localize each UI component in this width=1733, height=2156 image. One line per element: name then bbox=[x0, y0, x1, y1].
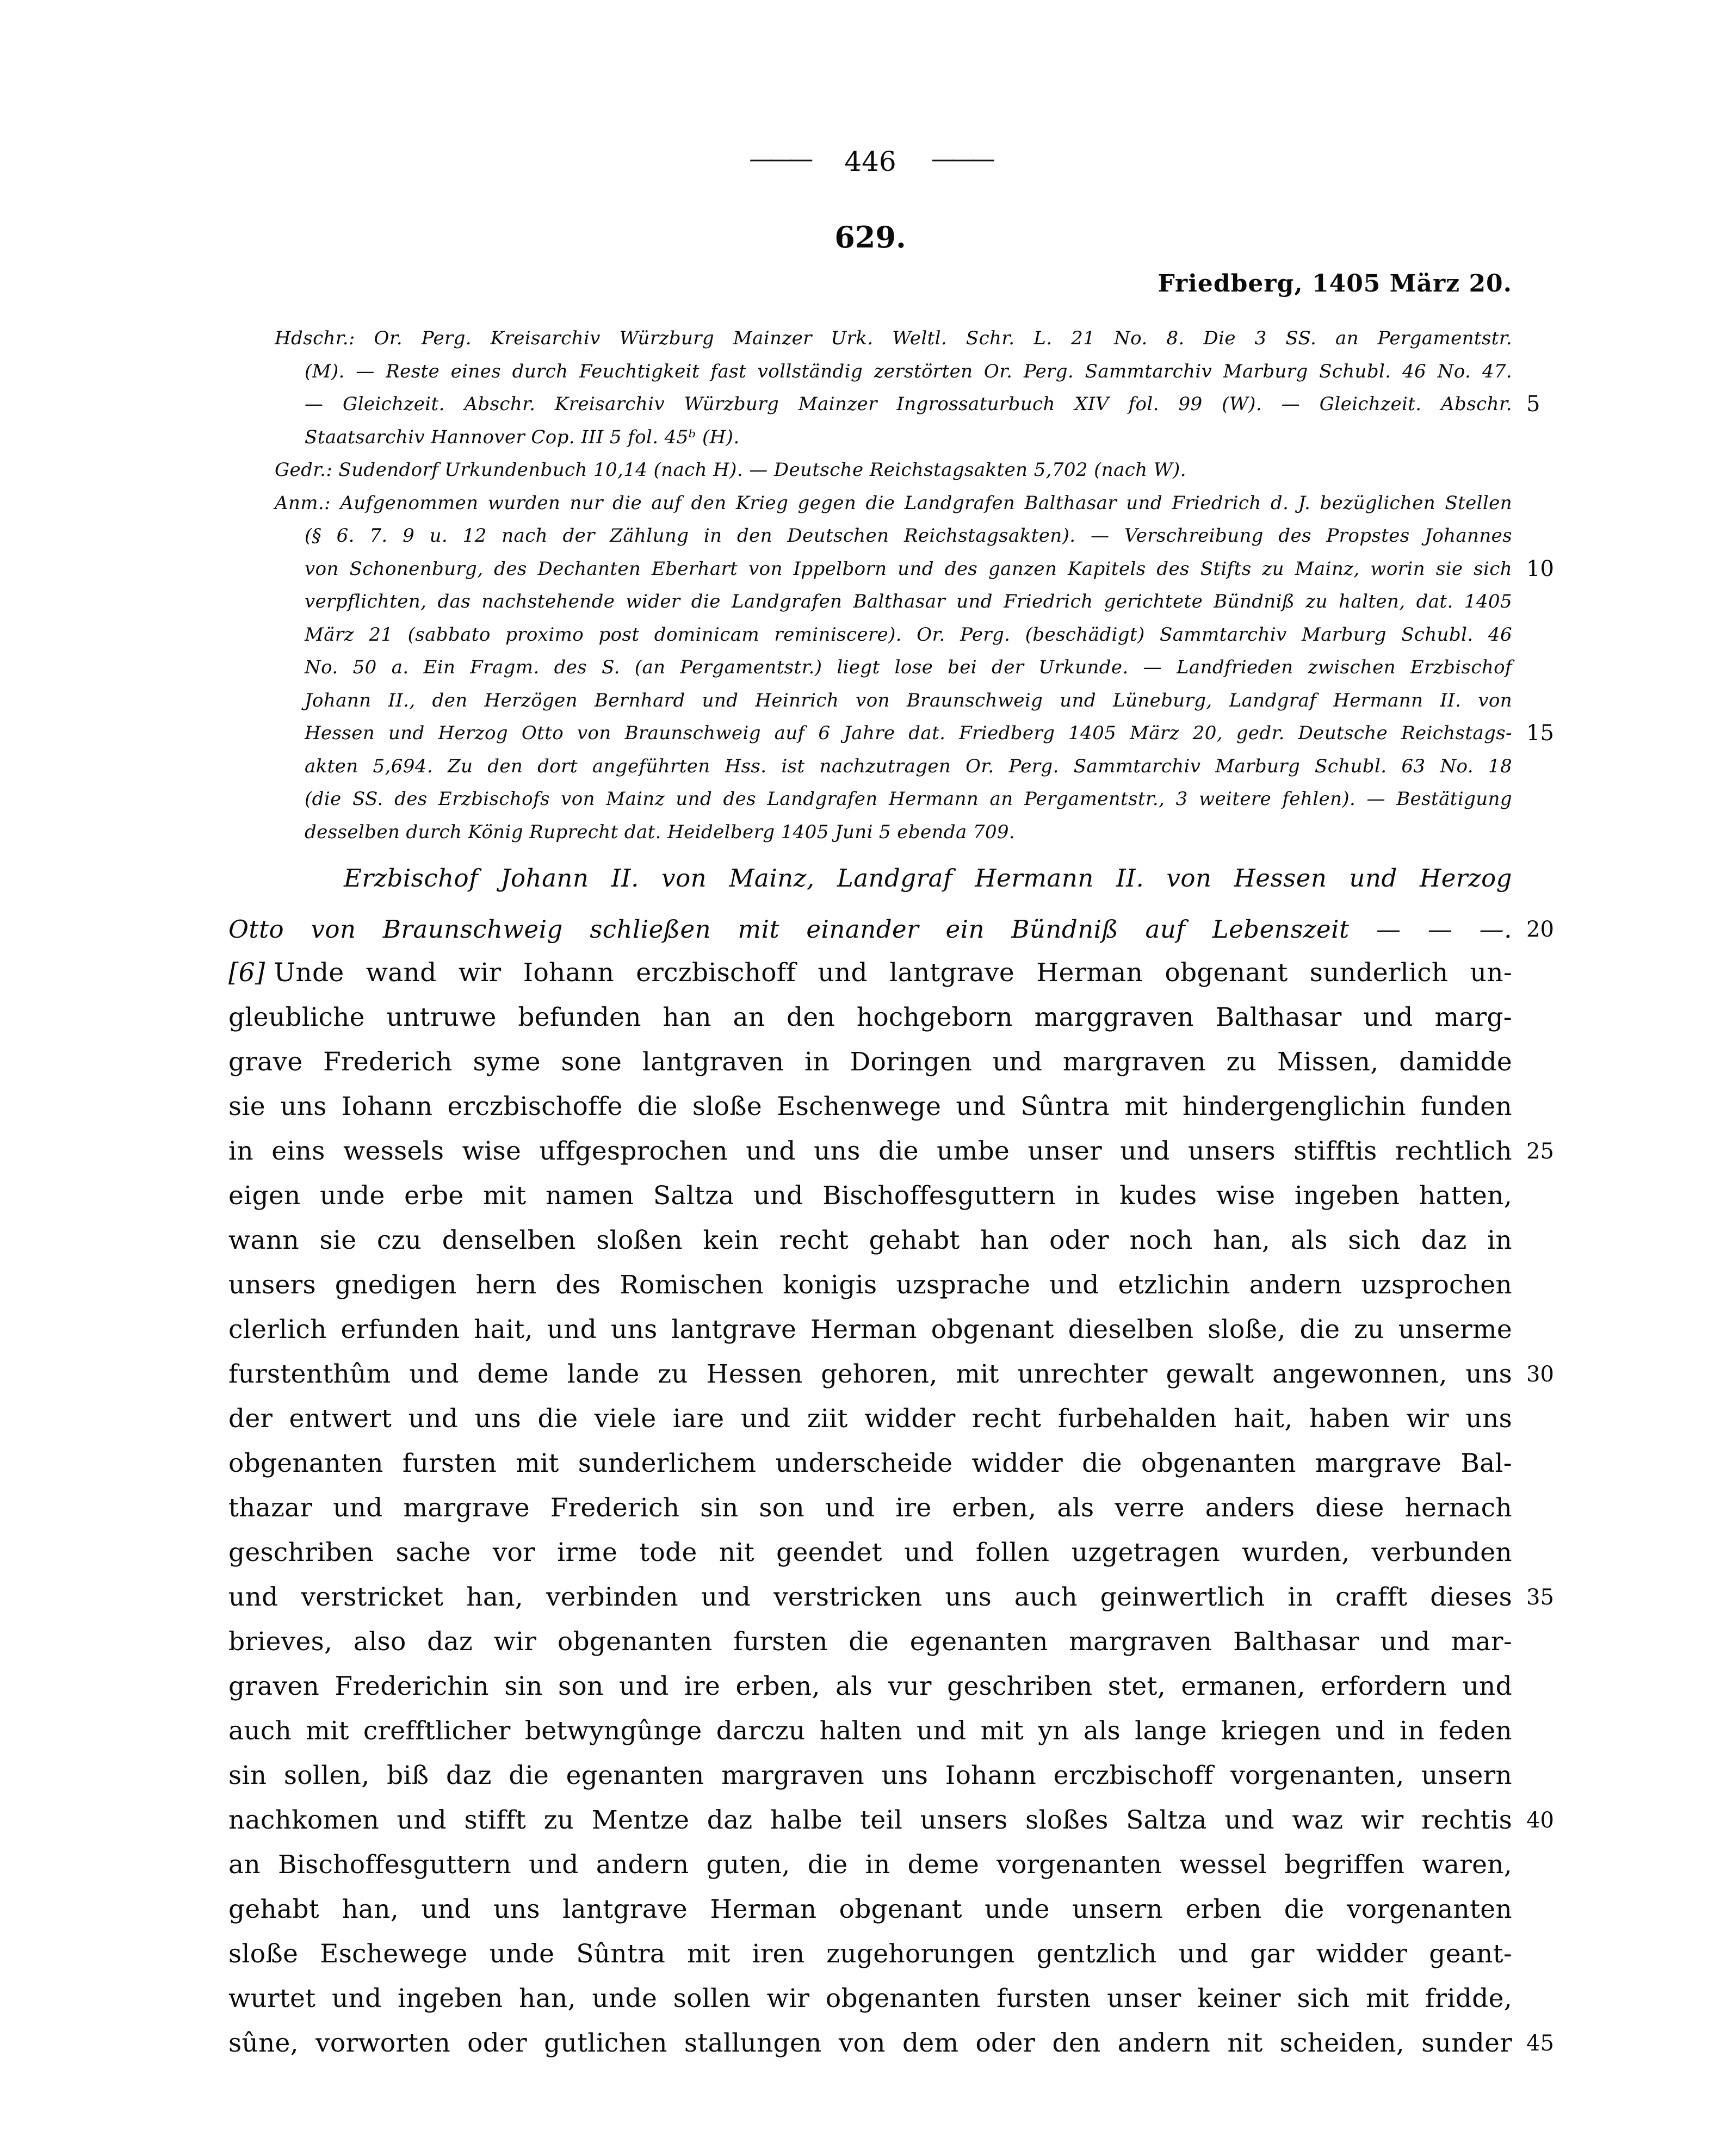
apparatus-line: März 21 (sabbato proximo post dominicam reminiscere). Or. Perg. (beschädigt) Sammtarchiv Marburg Schubl. 46 bbox=[305, 623, 1512, 646]
header-rule-right: ——— bbox=[931, 145, 992, 173]
text-line: in eins wessels wise uffgesprochen und uns die umbe unser und unsers stifftis rechtlich 25 bbox=[228, 1129, 1512, 1174]
text-line: thazar und margrave Frederich sin son und ire erben, als verre anders diese hernach bbox=[228, 1493, 1512, 1523]
text-line: clerlich erfunden hait, und uns lantgrave Herman obgenant dieselben sloße, die zu unserme bbox=[228, 1315, 1512, 1345]
apparatus-line: — Gleichzeit. Abschr. Kreisarchiv Würzburg Mainzer Ingrossaturbuch XIV fol. 99 (W). — Gleichzeit. Abschr. 5 bbox=[305, 388, 1512, 421]
summary-line: Erzbischof Johann II. von Mainz, Landgraf Hermann II. von Hessen und Herzog bbox=[344, 864, 1512, 893]
margin-line-number: 10 bbox=[1526, 556, 1554, 581]
margin-line-number: 15 bbox=[1526, 721, 1554, 746]
apparatus-line: von Schonenburg, des Dechanten Eberhart von Ippelborn und des ganzen Kapitels des Stifts zu Mainz, worin sie sich 10 bbox=[305, 553, 1512, 586]
page-header bbox=[228, 146, 1512, 177]
text-line: nachkomen und stifft zu Mentze daz halbe teil unsers sloßes Saltza und waz wir rechtis 40 bbox=[228, 1798, 1512, 1843]
dateline: Friedberg, 1405 März 20. bbox=[1158, 270, 1512, 298]
text-line: sloße Eschewege unde Sûntra mit iren zugehorungen gentzlich und gar widder geant- bbox=[228, 1939, 1512, 1969]
margin-line-number: 45 bbox=[1526, 2031, 1554, 2056]
apparatus-line: verpflichten, das nachstehende wider die Landgrafen Balthasar und Friedrich gerichtete Bündniß zu halten, dat. 1405 bbox=[305, 591, 1512, 612]
text-line: an Bischoffesguttern und andern guten, die in deme vorgenanten wessel begriffen waren, bbox=[228, 1850, 1512, 1880]
margin-line-number: 20 bbox=[1526, 917, 1554, 942]
text-line: sie uns Iohann erczbischoffe die sloße Eschenwege und Sûntra mit hindergenglichin funden bbox=[228, 1092, 1512, 1122]
text-line: furstenthûm und deme lande zu Hessen gehoren, mit unrechter gewalt angewonnen, uns 30 bbox=[228, 1352, 1512, 1397]
apparatus-block bbox=[275, 322, 1554, 848]
margin-line-number: 5 bbox=[1526, 392, 1540, 417]
margin-line-number: 30 bbox=[1526, 1362, 1554, 1387]
apparatus-line: No. 50 a. Ein Fragm. des S. (an Pergamentstr.) liegt lose bei der Urkunde. — Landfrieden zwischen Erzbischof bbox=[305, 656, 1512, 678]
text-line: graven Frederichin sin son und ire erben, als vur geschriben stet, ermanen, erfordern und bbox=[228, 1671, 1512, 1701]
text-line: der entwert und uns die viele iare und ziit widder recht furbehalden hait, haben wir uns bbox=[228, 1404, 1512, 1434]
apparatus-line: Staatsarchiv Hannover Cop. III 5 fol. 45ᵇ (H). bbox=[305, 426, 740, 448]
apparatus-line: (die SS. des Erzbischofs von Mainz und des Landgrafen Hermann an Pergamentstr., 3 weitere fehlen). — Bestätigung bbox=[305, 788, 1512, 810]
apparatus-line: Hessen und Herzog Otto von Braunschweig auf 6 Jahre dat. Friedberg 1405 März 20, gedr. Deutsche Reichstags- 15 bbox=[305, 717, 1512, 750]
text-line: gleubliche untruwe befunden han an den hochgeborn marggraven Balthasar und marg- bbox=[228, 1002, 1512, 1032]
apparatus-line: Johann II., den Herzögen Bernhard und Heinrich von Braunschweig und Lüneburg, Landgraf Hermann II. von bbox=[305, 689, 1512, 711]
main-text-block bbox=[228, 951, 1554, 2066]
apparatus-line: (§ 6. 7. 9 u. 12 nach der Zählung in den Deutschen Reichstagsakten). — Verschreibung des Propstes Johannes bbox=[305, 525, 1512, 547]
margin-line-number: 40 bbox=[1526, 1808, 1554, 1833]
text-line: obgenanten fursten mit sunderlichem underscheide widder die obgenanten margrave Bal- bbox=[228, 1448, 1512, 1478]
apparatus-line: desselben durch König Ruprecht dat. Heidelberg 1405 Juni 5 ebenda 709. bbox=[305, 821, 1016, 843]
margin-line-number: 25 bbox=[1526, 1139, 1554, 1164]
text-line: unsers gnedigen hern des Romischen konigis uzsprache und etzlichin andern uzsprochen bbox=[228, 1270, 1512, 1300]
apparatus-line: Anm.: Aufgenommen wurden nur die auf den Krieg gegen die Landgrafen Balthasar und Friedrich d. J. bezüglichen Stellen bbox=[275, 492, 1512, 514]
regest-summary bbox=[228, 853, 1554, 955]
text-line: gehabt han, und uns lantgrave Herman obgenant unde unsern erben die vorgenanten bbox=[228, 1894, 1512, 1924]
text-line: grave Frederich syme sone lantgraven in Doringen und margraven zu Missen, damidde bbox=[228, 1047, 1512, 1077]
document-number: 629. bbox=[834, 220, 906, 255]
apparatus-line: Hdschr.: Or. Perg. Kreisarchiv Würzburg Mainzer Urk. Weltl. Schr. L. 21 No. 8. Die 3 SS. an Pergamentstr. bbox=[275, 327, 1512, 349]
text-line: eigen unde erbe mit namen Saltza und Bischoffesguttern in kudes wise ingeben hatten, bbox=[228, 1181, 1512, 1211]
text-line: wurtet und ingeben han, unde sollen wir obgenanten fursten unser keiner sich mit fridde, bbox=[228, 1984, 1512, 2013]
apparatus-line: akten 5,694. Zu den dort angeführten Hss. ist nachzutragen Or. Perg. Sammtarchiv Marburg Schubl. 63 No. 18 bbox=[305, 755, 1512, 777]
margin-line-number: 35 bbox=[1526, 1585, 1554, 1610]
paragraph-label: [6] bbox=[228, 958, 265, 988]
text-line: sûne, vorworten oder gutlichen stallungen von dem oder den andern nit scheiden, sunder 45 bbox=[228, 2021, 1512, 2066]
apparatus-line: Gedr.: Sudendorf Urkundenbuch 10,14 (nach H). — Deutsche Reichstagsakten 5,702 (nach W). bbox=[275, 459, 1186, 481]
text-line: [6] Unde wand wir Iohann erczbischoff und lantgrave Herman obgenant sunderlich un- bbox=[228, 958, 1512, 988]
text-line: geschriben sache vor irme tode nit geendet und follen uzgetragen wurden, verbunden bbox=[228, 1538, 1512, 1568]
page-number: 446 bbox=[844, 146, 896, 177]
summary-line: Otto von Braunschweig schließen mit einander ein Bündniß auf Lebenszeit — — —. 20 bbox=[228, 904, 1512, 955]
text-line: auch mit crefftlicher betwyngûnge darczu halten und mit yn als lange kriegen und in feden bbox=[228, 1716, 1512, 1746]
apparatus-line: (M). — Reste eines durch Feuchtigkeit fast vollständig zerstörten Or. Perg. Sammtarchiv Marburg Schubl. 46 No. 47. bbox=[305, 360, 1512, 382]
header-rule-left: ——— bbox=[749, 145, 810, 173]
text-line: und verstricket han, verbinden und verstricken uns auch geinwertlich in crafft dieses 35 bbox=[228, 1575, 1512, 1620]
text-line: wann sie czu denselben sloßen kein recht gehabt han oder noch han, als sich daz in bbox=[228, 1225, 1512, 1255]
text-line: sin sollen, biß daz die egenanten margraven uns Iohann erczbischoff vorgenanten, unsern bbox=[228, 1761, 1512, 1791]
text-line: brieves, also daz wir obgenanten fursten die egenanten margraven Balthasar und mar- bbox=[228, 1627, 1512, 1657]
